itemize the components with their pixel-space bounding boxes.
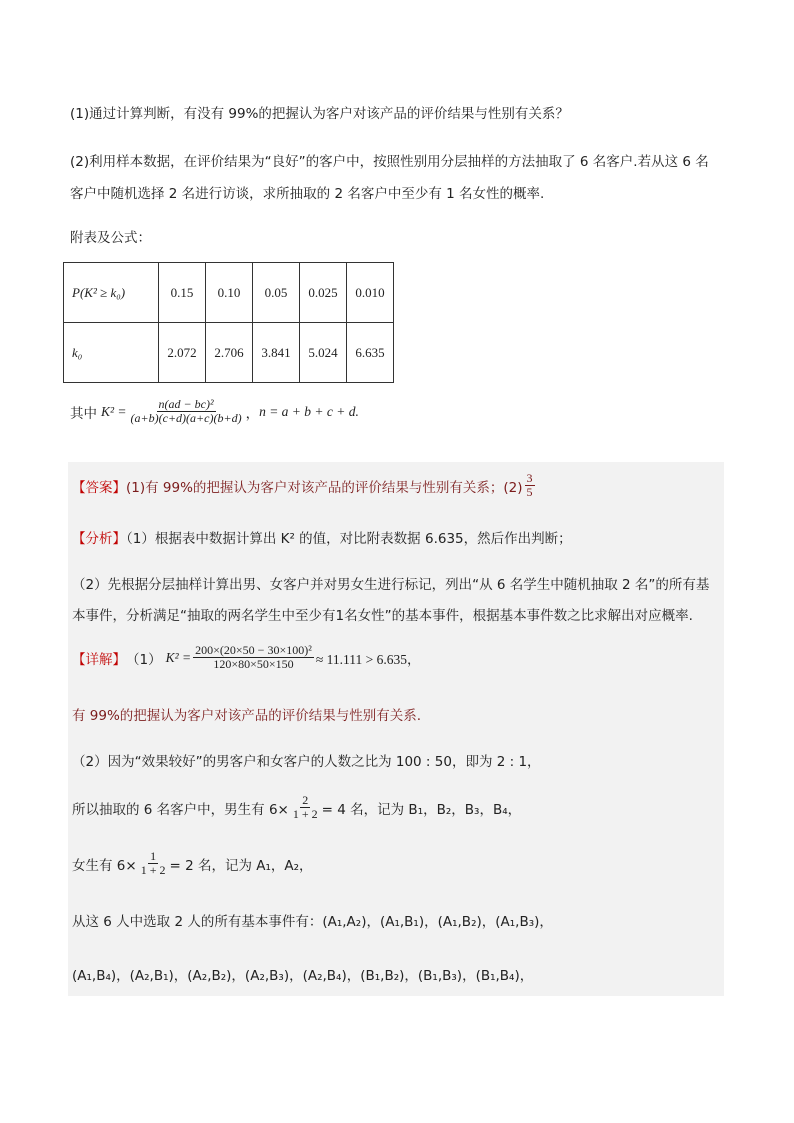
- answer-frac-num: 3: [526, 471, 533, 485]
- appendix-label: 附表及公式：: [70, 230, 151, 246]
- chi-square-formula: [70, 398, 359, 425]
- table-cell: 0.15: [159, 263, 206, 323]
- formula-n-definition: n = a + b + c + d.: [259, 403, 359, 419]
- detail-part-2-line-1: （2）因为“效果较好”的男客户和女客户的人数之比为 100 : 50，即为 2 : 1，: [72, 754, 541, 770]
- critical-value-table: [63, 262, 394, 383]
- male-frac-den: 1 + 2: [292, 807, 318, 821]
- formula-denominator: (a+b)(c+d)(a+c)(b+d): [130, 411, 242, 425]
- female-frac-num: 1: [150, 849, 157, 863]
- detail-part-2-line-3: [72, 850, 313, 877]
- formula-k2: K² =: [101, 403, 127, 419]
- table-cell: 2.706: [206, 323, 253, 383]
- detail-part-2-line-5: (A₁,B₄)，(A₂,B₁)，(A₂,B₂)，(A₂,B₃)，(A₂,B₄)，(B₁,B₂)，(B₁,B₃)，(B₁,B₄)，: [72, 968, 534, 984]
- formula-separator: ，: [245, 405, 260, 422]
- analysis-line-2: （2）先根据分层抽样计算出男、女客户并对男女生进行标记，列出“从 6 名学生中随机抽取 2 名”的所有基: [72, 577, 710, 593]
- detail-denominator: 120×80×50×150: [213, 657, 294, 671]
- male-count-text: 所以抽取的 6 名客户中，男生有 6×: [72, 801, 289, 818]
- female-labels: = 2 名，记为 A₁，A₂，: [169, 857, 313, 874]
- table-cell: 0.010: [347, 263, 394, 323]
- male-fraction: [291, 794, 320, 821]
- question-2-line-1: (2)利用样本数据，在评价结果为“良好”的客户中，按照性别用分层抽样的方法抽取了 6 名客户.若从这 6 名: [70, 154, 709, 170]
- table-cell: 2.072: [159, 323, 206, 383]
- answer-line: [72, 472, 537, 499]
- detail-k2: K² =: [165, 649, 192, 665]
- female-frac-den: 1 + 2: [140, 863, 166, 877]
- formula-prefix: 其中: [70, 405, 97, 422]
- table-row-label: k₀: [64, 323, 159, 383]
- analysis-line-1: [72, 527, 572, 547]
- analysis-line-3: 本事件，分析满足“抽取的两名学生中至少有1名女性”的基本事件，根据基本事件数之比求解出对应概率.: [72, 608, 693, 624]
- answer-frac-den: 5: [526, 485, 533, 499]
- formula-fraction: [129, 398, 244, 425]
- table-row-label: P(K² ≥ k₀): [64, 263, 159, 323]
- male-labels: = 4 名，记为 B₁，B₂，B₃，B₄，: [321, 801, 522, 818]
- answer-tag: 【答案】: [72, 479, 126, 496]
- male-frac-num: 2: [302, 793, 309, 807]
- detail-fraction: [193, 644, 314, 671]
- female-count-text: 女生有 6×: [72, 857, 137, 874]
- table-cell: 6.635: [347, 323, 394, 383]
- answer-fraction: [525, 472, 535, 499]
- detail-line-1: [72, 644, 420, 671]
- question-2-line-2: 客户中随机选择 2 名进行访谈，求所抽取的 2 名客户中至少有 1 名女性的概率.: [70, 186, 545, 202]
- question-1: (1)通过计算判断，有没有 99%的把握认为客户对该产品的评价结果与性别有关系？: [70, 106, 569, 122]
- table-cell: 5.024: [300, 323, 347, 383]
- detail-conclusion: 有 99%的把握认为客户对该产品的评价结果与性别有关系.: [72, 708, 422, 724]
- table-cell: 0.10: [206, 263, 253, 323]
- detail-tag: 【详解】: [72, 651, 126, 668]
- table-cell: 0.05: [253, 263, 300, 323]
- detail-part-2-line-4: 从这 6 人中选取 2 人的所有基本事件有：(A₁,A₂)，(A₁,B₁)，(A₁,B₂)，(A₁,B₃)，: [72, 914, 553, 930]
- detail-part-2-line-2: [72, 794, 521, 821]
- table-cell: 0.025: [300, 263, 347, 323]
- detail-part-1: （1）: [126, 651, 162, 668]
- answer-text: (1)有 99%的把握认为客户对该产品的评价结果与性别有关系；(2): [126, 479, 523, 496]
- analysis-text-1: （1）根据表中数据计算出 K² 的值，对比附表数据 6.635，然后作出判断；: [126, 531, 572, 547]
- detail-result: ≈ 11.111 > 6.635，: [315, 651, 421, 667]
- table-row: [64, 263, 394, 323]
- table-cell: 3.841: [253, 323, 300, 383]
- analysis-tag: 【分析】: [72, 531, 126, 547]
- formula-numerator: n(ad − bc)²: [158, 397, 214, 411]
- female-fraction: [139, 850, 168, 877]
- detail-numerator: 200×(20×50 − 30×100)²: [195, 643, 312, 657]
- table-row: [64, 323, 394, 383]
